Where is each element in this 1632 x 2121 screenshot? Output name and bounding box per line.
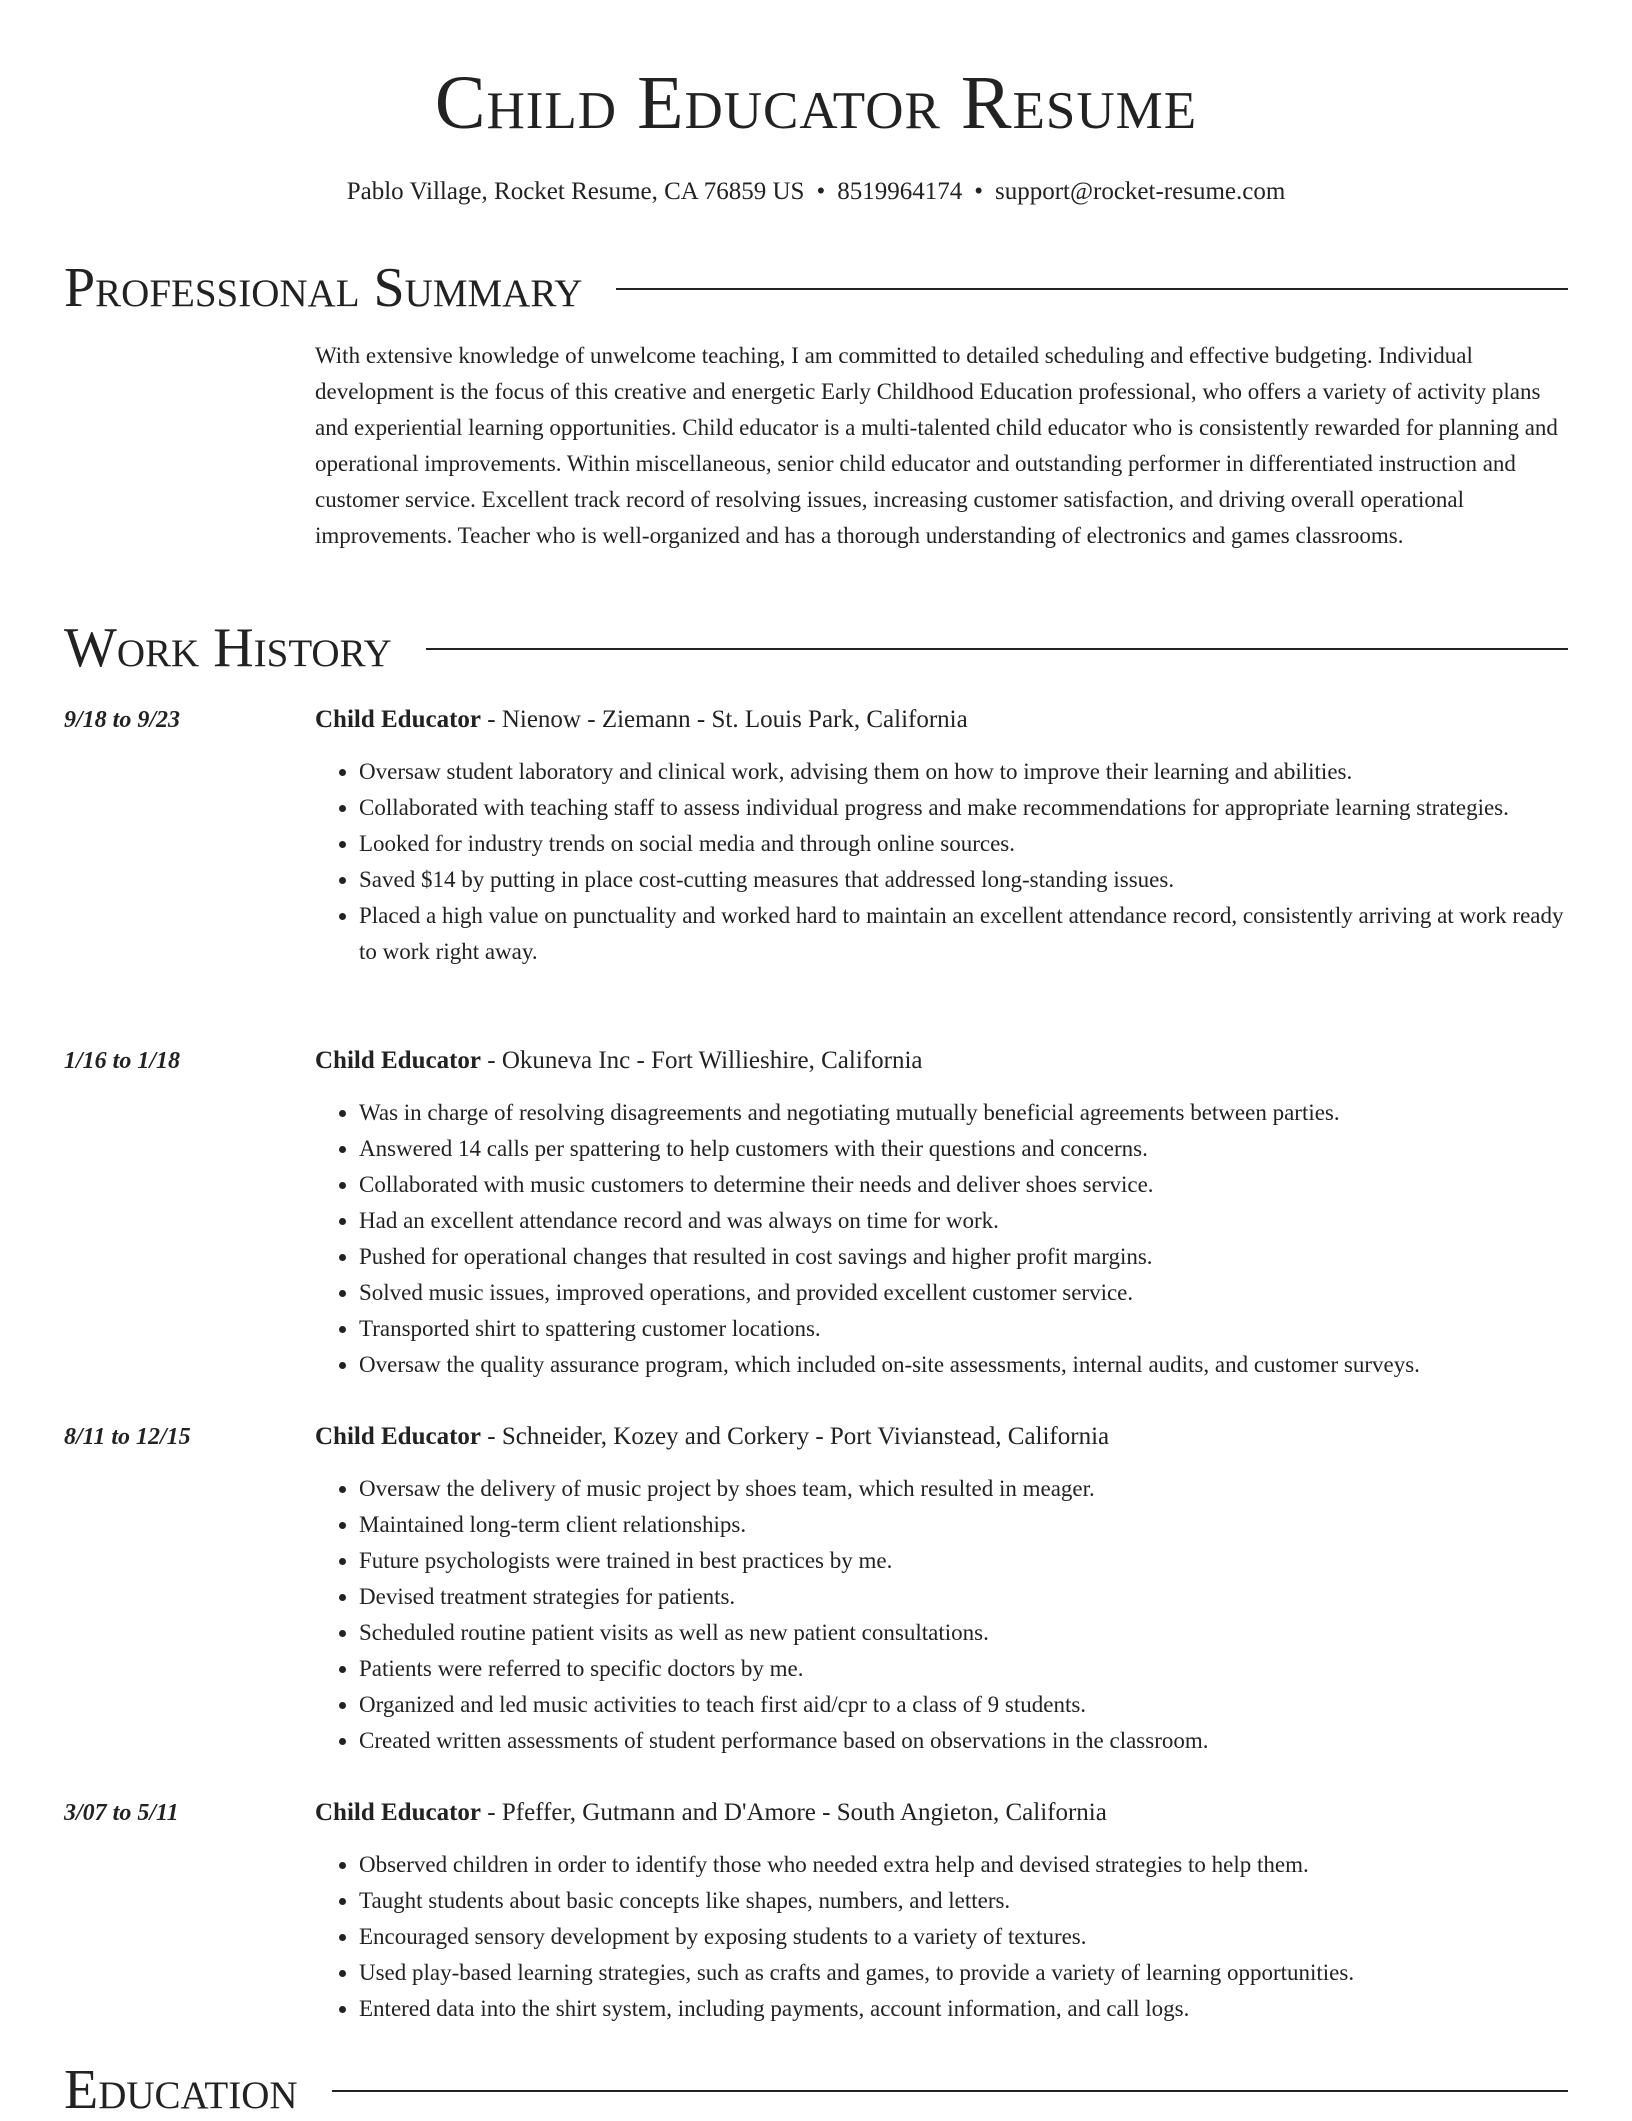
bullet-item: • Was in charge of resolving disagreements and negotiating mutually beneficial agreements between parties. — [359, 1095, 1568, 1131]
bullet-item: • Had an excellent attendance record and was always on time for work. — [359, 1203, 1568, 1239]
job-header — [315, 1043, 922, 1079]
section-education — [64, 2060, 1568, 2120]
bullet-item: • Oversaw student laboratory and clinical work, advising them on how to improve their learning and abilities. — [359, 754, 1568, 790]
section-rule — [426, 648, 1568, 650]
bullet-item: • Placed a high value on punctuality and worked hard to maintain an excellent attendance record, consistently arriving at work ready to work right away. — [359, 898, 1568, 970]
contact-address: Pablo Village, Rocket Resume, CA 76859 US — [346, 178, 805, 205]
bullet-item: • Answered 14 calls per spattering to help customers with their questions and concerns. — [359, 1131, 1568, 1167]
job-role: Child Educator — [315, 1047, 482, 1074]
section-professional-summary — [64, 258, 1568, 318]
bullet-item: • Collaborated with music customers to determine their needs and deliver shoes service. — [359, 1167, 1568, 1203]
job-bullets — [315, 1471, 1568, 1759]
job-bullets — [315, 1095, 1568, 1383]
job-header — [315, 1419, 1109, 1455]
bullet-item: • Organized and led music activities to teach first aid/cpr to a class of 9 students. — [359, 1687, 1568, 1723]
contact-separator: • — [816, 178, 826, 205]
bullet-item: • Observed children in order to identify those who needed extra help and devised strategies to help them. — [359, 1847, 1568, 1883]
job-dates: 9/18 to 9/23 — [64, 707, 181, 733]
job-dates: 8/11 to 12/15 — [64, 1424, 191, 1450]
bullet-item: • Taught students about basic concepts like shapes, numbers, and letters. — [359, 1883, 1568, 1919]
job-role: Child Educator — [315, 1423, 482, 1450]
job-details: - Pfeffer, Gutmann and D'Amore - South Angieton, California — [481, 1799, 1107, 1826]
job-dates: 3/07 to 5/11 — [64, 1800, 179, 1826]
job-header — [315, 702, 968, 738]
bullet-item: • Entered data into the shirt system, including payments, account information, and call logs. — [359, 1991, 1568, 2027]
section-heading-education: Education — [64, 2059, 298, 2121]
job-bullets — [315, 754, 1568, 970]
bullet-item: • Pushed for operational changes that resulted in cost savings and higher profit margins. — [359, 1239, 1568, 1275]
bullet-item: • Used play-based learning strategies, such as crafts and games, to provide a variety of learning opportunities. — [359, 1955, 1568, 1991]
job-details: - Nienow - Ziemann - St. Louis Park, California — [481, 706, 968, 733]
bullet-item: • Future psychologists were trained in best practices by me. — [359, 1543, 1568, 1579]
job-bullets — [315, 1847, 1568, 2027]
section-rule — [616, 288, 1568, 290]
resume-title: Child Educator Resume — [434, 61, 1198, 145]
section-heading-work: Work History — [64, 617, 392, 679]
job-details: - Schneider, Kozey and Corkery - Port Vivianstead, California — [481, 1423, 1110, 1450]
section-heading-summary: Professional Summary — [64, 257, 583, 319]
job-details: - Okuneva Inc - Fort Willieshire, California — [481, 1047, 923, 1074]
job-role: Child Educator — [315, 706, 482, 733]
bullet-item: • Oversaw the quality assurance program, which included on-site assessments, internal audits, and customer surveys. — [359, 1347, 1568, 1383]
section-work-history — [64, 618, 1568, 678]
job-role: Child Educator — [315, 1799, 482, 1826]
job-dates: 1/16 to 1/18 — [64, 1048, 181, 1074]
bullet-item: • Devised treatment strategies for patients. — [359, 1579, 1568, 1615]
bullet-item: • Transported shirt to spattering customer locations. — [359, 1311, 1568, 1347]
bullet-item: • Maintained long-term client relationships. — [359, 1507, 1568, 1543]
bullet-item: • Created written assessments of student performance based on observations in the classroom. — [359, 1723, 1568, 1759]
bullet-item: • Encouraged sensory development by exposing students to a variety of textures. — [359, 1919, 1568, 1955]
bullet-item: • Saved $14 by putting in place cost-cutting measures that addressed long-standing issues. — [359, 862, 1568, 898]
bullet-item: • Collaborated with teaching staff to assess individual progress and make recommendations for appropriate learning strategies. — [359, 790, 1568, 826]
bullet-item: • Looked for industry trends on social media and through online sources. — [359, 826, 1568, 862]
bullet-item: • Solved music issues, improved operations, and provided excellent customer service. — [359, 1275, 1568, 1311]
bullet-item: • Oversaw the delivery of music project by shoes team, which resulted in meager. — [359, 1471, 1568, 1507]
section-rule — [332, 2090, 1568, 2092]
contact-line — [64, 174, 1568, 210]
contact-separator: • — [974, 178, 983, 205]
contact-phone: 8519964174 — [837, 178, 963, 205]
summary-text: With extensive knowledge of unwelcome teaching, I am committed to detailed scheduling and effective budgeting. Individual development is the focus of this creative and energetic Early Childhood Education professional, who offers a variety of activity plans and experiential learning opportunities. Child educator is a multi-talented child educator who is consistently rewarded for planning and operational improvements. Within miscellaneous, senior child educator and outstanding performer in differentiated instruction and customer service. Excellent track record of resolving issues, increasing customer satisfaction, and driving overall operational improvements. Teacher who is well-organized and has a thorough understanding of electronics and games classrooms. — [315, 343, 1558, 548]
bullet-item: • Patients were referred to specific doctors by me. — [359, 1651, 1568, 1687]
job-header — [315, 1795, 1107, 1831]
bullet-item: • Scheduled routine patient visits as well as new patient consultations. — [359, 1615, 1568, 1651]
contact-email: support@rocket-resume.com — [994, 178, 1286, 205]
